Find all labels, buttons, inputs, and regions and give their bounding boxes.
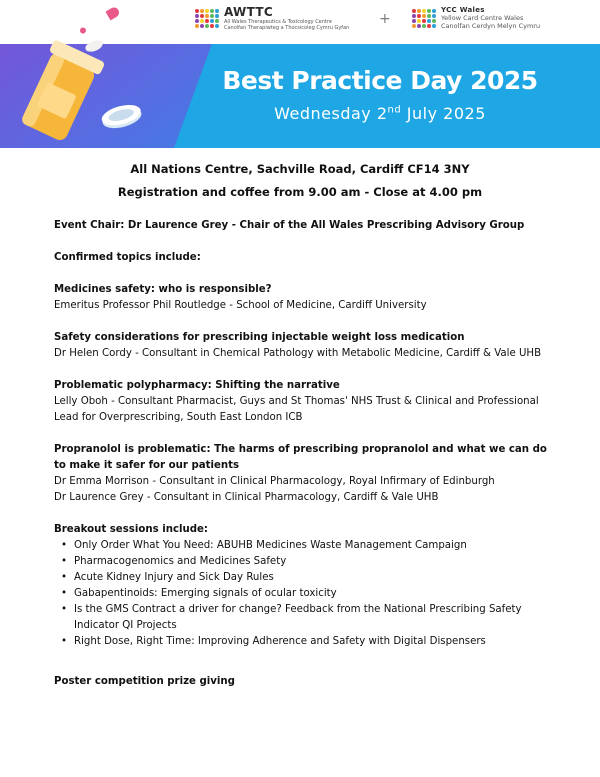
logo-dot — [205, 19, 209, 23]
topic-title: Medicines safety: who is responsible? — [54, 284, 272, 295]
topic-speaker: Dr Laurence Grey - Consultant in Clinical Pharmacology, Cardiff & Vale UHB — [54, 492, 439, 503]
logo-dot — [432, 14, 436, 18]
logo-dot — [422, 24, 426, 28]
ycc-subtitle-cy: Canolfan Cerdyn Melyn Cymru — [441, 21, 541, 30]
logo-dot — [215, 19, 219, 23]
logo-dot — [432, 9, 436, 13]
logo-dot — [432, 19, 436, 23]
medicine-bottle-illustration — [0, 0, 170, 148]
capsule-icon — [95, 6, 121, 27]
logo-dot — [427, 24, 431, 28]
logo-dot — [432, 24, 436, 28]
ycc-dots-icon — [412, 9, 436, 28]
topic-speaker: Lelly Oboh - Consultant Pharmacist, Guys and St Thomas' NHS Trust & Clinical and Professional Lead for Overprescribing, South East London ICB — [54, 396, 539, 423]
logo-dot — [200, 14, 204, 18]
awttc-dots-icon — [195, 9, 219, 28]
logo-dot — [427, 9, 431, 13]
topic-item — [54, 330, 554, 362]
breakout-item: • Right Dose, Right Time: Improving Adherence and Safety with Digital Dispensers — [54, 634, 554, 650]
event-chair: Event Chair: Dr Laurence Grey - Chair of the All Wales Prescribing Advisory Group — [54, 220, 525, 231]
logo-dot — [210, 19, 214, 23]
logo-dot — [200, 19, 204, 23]
logo-dot — [417, 14, 421, 18]
logo-dot — [215, 9, 219, 13]
venue-block — [0, 158, 600, 204]
poster-competition: Poster competition prize giving — [54, 676, 235, 687]
logo-dot — [195, 9, 199, 13]
pill-bottle-icon — [17, 39, 106, 144]
logo-dot — [215, 24, 219, 28]
logo-dot — [422, 14, 426, 18]
confirmed-topics-heading: Confirmed topics include: — [54, 252, 201, 263]
breakout-heading: Breakout sessions include: — [54, 524, 209, 535]
logo-dot — [417, 19, 421, 23]
bottle-cap-icon — [100, 101, 144, 132]
logo-dot — [210, 14, 214, 18]
breakout-item: • Gabapentinoids: Emerging signals of ocular toxicity — [54, 586, 554, 602]
logo-dot — [412, 24, 416, 28]
breakout-list — [54, 538, 554, 650]
logo-dot — [412, 14, 416, 18]
logo-dot — [417, 9, 421, 13]
logo-dot — [422, 19, 426, 23]
awttc-subtitle-en: All Wales Therapeutics & Toxicology Centre — [224, 19, 332, 25]
logo-dot — [210, 24, 214, 28]
logo-dot — [205, 9, 209, 13]
logo-dot — [200, 9, 204, 13]
logo-dot — [215, 14, 219, 18]
venue-address: All Nations Centre, Sachville Road, Cardiff CF14 3NY — [130, 162, 470, 176]
topic-title: Safety considerations for prescribing injectable weight loss medication — [54, 332, 465, 343]
topic-speaker: Dr Helen Cordy - Consultant in Chemical Pathology with Metabolic Medicine, Cardiff & Vale UHB — [54, 348, 542, 359]
logo-dot — [427, 14, 431, 18]
logo-dot — [427, 19, 431, 23]
logo-dot — [417, 24, 421, 28]
logo-dot — [205, 24, 209, 28]
banner-date: Wednesday 2nd July 2025 — [274, 104, 486, 123]
topic-title: Propranolol is problematic: The harms of prescribing propranolol and what we can do to make it safer for our patients — [54, 444, 547, 471]
breakout-item: • Pharmacogenomics and Medicines Safety — [54, 554, 554, 570]
logo-dot — [205, 14, 209, 18]
programme-content — [54, 218, 554, 690]
logo-dot — [195, 24, 199, 28]
ycc-logo — [412, 6, 540, 30]
pill-icon — [84, 38, 104, 54]
awttc-logo — [195, 6, 349, 31]
topic-speaker: Emeritus Professor Phil Routledge - School of Medicine, Cardiff University — [54, 300, 427, 311]
breakout-item: • Is the GMS Contract a driver for change? Feedback from the National Prescribing Safety Indicator QI Projects — [54, 602, 554, 634]
logo-dot — [210, 9, 214, 13]
topic-item — [54, 442, 554, 506]
topic-item — [54, 378, 554, 426]
awttc-name: AWTTC — [224, 5, 273, 19]
topic-title: Problematic polypharmacy: Shifting the narrative — [54, 380, 340, 391]
logo-dot — [412, 19, 416, 23]
breakout-item: • Only Order What You Need: ABUHB Medicines Waste Management Campaign — [54, 538, 554, 554]
banner-title: Best Practice Day 2025 — [222, 66, 538, 95]
logo-dot — [195, 14, 199, 18]
breakout-item: • Acute Kidney Injury and Sick Day Rules — [54, 570, 554, 586]
topic-speaker: Dr Emma Morrison - Consultant in Clinical Pharmacology, Royal Infirmary of Edinburgh — [54, 476, 495, 487]
logo-dot — [195, 19, 199, 23]
logo-dot — [422, 9, 426, 13]
ycc-name: YCC Wales — [441, 6, 485, 14]
ycc-subtitle-en: Yellow Card Centre Wales — [441, 14, 524, 22]
awttc-subtitle-cy: Canolfan Therapiwteg a Thocsicoleg Cymru Gyfan — [224, 25, 350, 31]
topic-item — [54, 282, 554, 314]
logo-dot — [200, 24, 204, 28]
plus-sign: + — [379, 11, 391, 27]
venue-times: Registration and coffee from 9.00 am - Close at 4.00 pm — [117, 185, 483, 199]
logo-dot — [412, 9, 416, 13]
